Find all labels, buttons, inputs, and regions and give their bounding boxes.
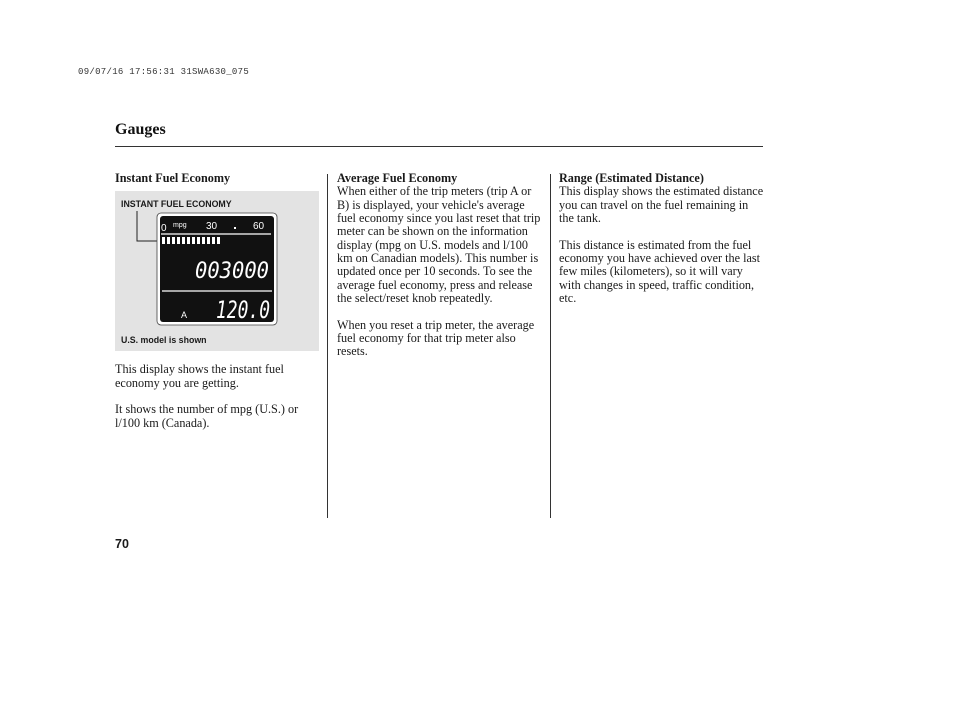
average-paragraph-2: When you reset a trip meter, the average fuel economy for that trip meter also resets. (337, 317, 535, 359)
range-paragraph-1: This display shows the estimated distance you can travel on the fuel remaining in the tank. (559, 184, 764, 226)
page-number: 70 (115, 537, 129, 551)
column-divider-1 (327, 174, 328, 518)
odometer-value: 003000 (195, 259, 269, 285)
average-fuel-economy-heading: Average Fuel Economy (337, 171, 458, 185)
scale-tick (234, 227, 236, 229)
column-range (559, 172, 764, 319)
instant-paragraph-2: It shows the number of mpg (U.S.) or l/100 km (Canada). (115, 402, 299, 430)
scale-sixty: 60 (253, 221, 265, 233)
column-instant-fuel-economy (115, 172, 320, 443)
page-title: Gauges (115, 121, 166, 138)
scale-zero: 0 (161, 223, 167, 235)
scale-thirty: 30 (206, 221, 218, 233)
range-heading: Range (Estimated Distance) (559, 171, 704, 185)
trip-value: 120.0 (216, 296, 270, 325)
callout-line (137, 211, 157, 241)
average-paragraph-1: When either of the trip meters (trip A or B) is displayed, your vehicle's average fuel economy since you last reset that trip meter can be shown on the information display (mpg on U.S. models and l/100 km on Canadian models). This number is updated once per 10 seconds. To see the average fuel economy, press and release the select/reset knob repeatedly. (337, 184, 541, 306)
range-paragraph-2: This distance is estimated from the fuel economy you have achieved over the last few miles (kilometers), so it will vary with changes in speed, traffic condition, etc. (559, 237, 761, 306)
unit-label: mpg (173, 222, 187, 230)
print-stamp: 09/07/16 17:56:31 31SWA630_075 (78, 67, 250, 77)
figure-caption: U.S. model is shown (121, 335, 207, 346)
column-average-fuel-economy (337, 172, 542, 372)
instant-fuel-economy-heading: Instant Fuel Economy (115, 171, 231, 185)
trip-label: A (181, 310, 188, 321)
title-rule (115, 146, 763, 147)
lcd-display-illustration (115, 191, 319, 351)
instant-fuel-economy-figure (115, 191, 319, 351)
column-divider-2 (550, 174, 551, 518)
instant-paragraph-1: This display shows the instant fuel economy you are getting. (115, 362, 284, 390)
figure-title: INSTANT FUEL ECONOMY (121, 199, 232, 210)
